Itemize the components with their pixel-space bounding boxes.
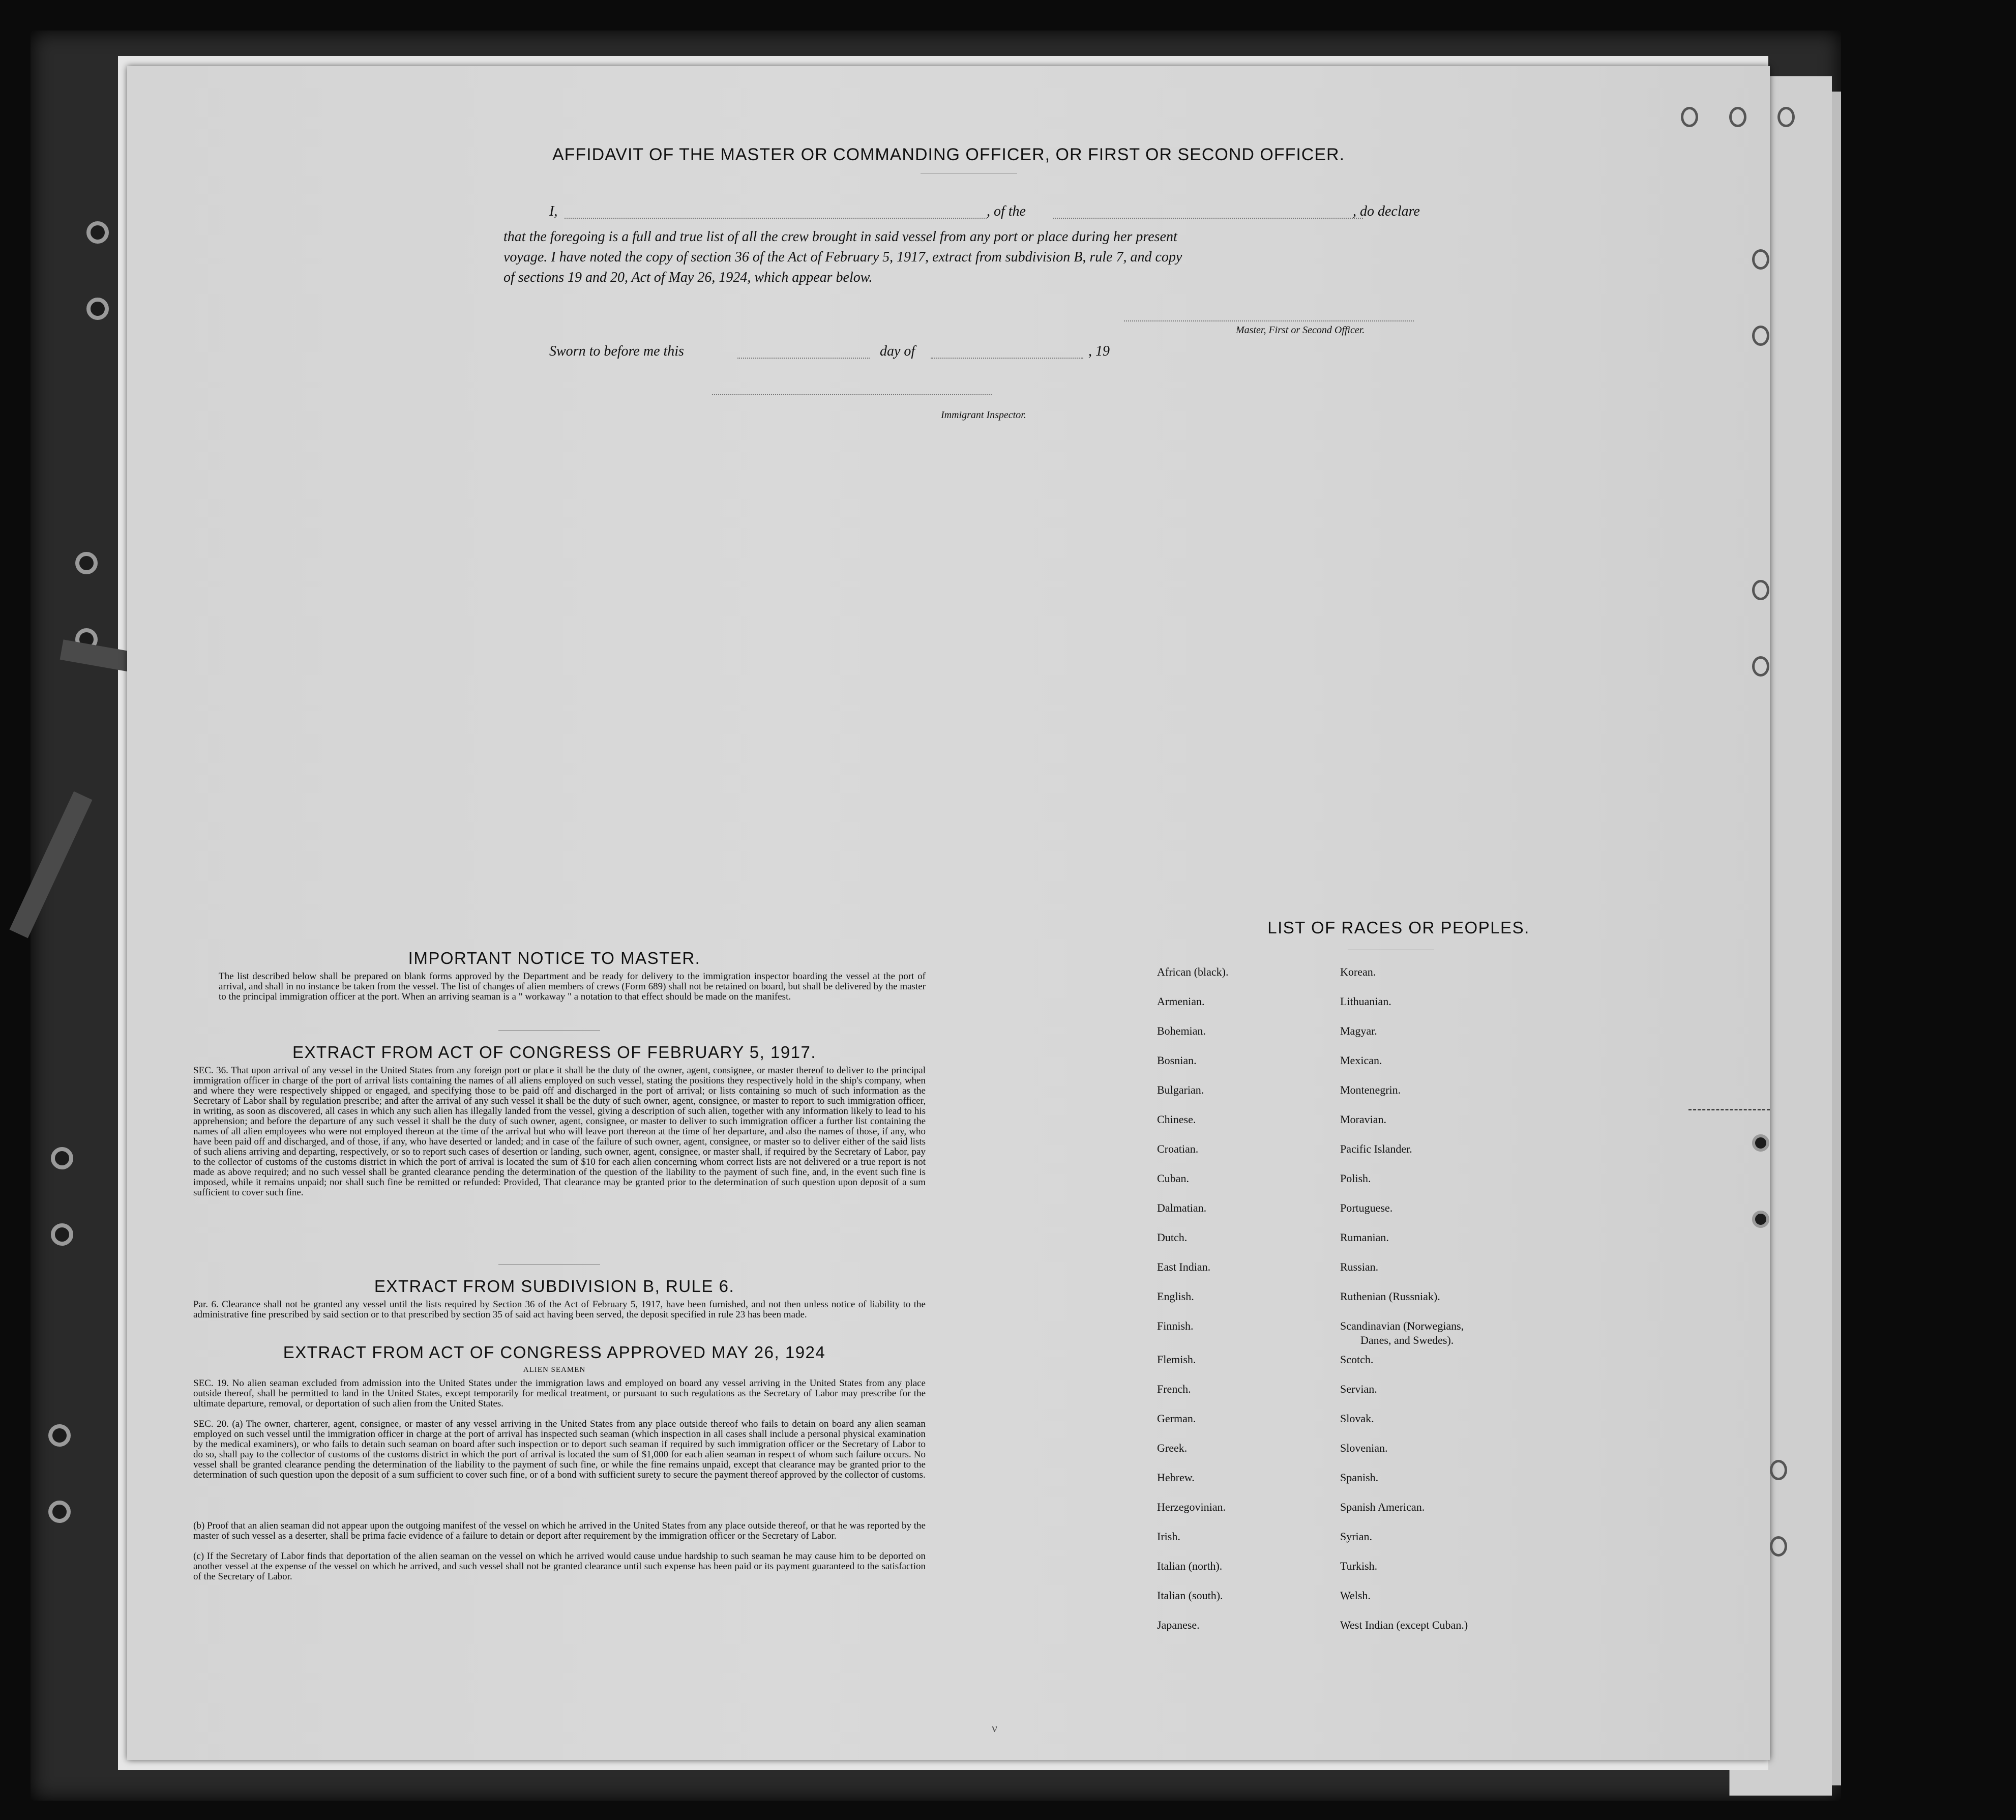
- race-item: West Indian (except Cuban.): [1340, 1619, 1468, 1631]
- punch-hole: [1752, 1211, 1769, 1228]
- document-page: [127, 66, 1770, 1760]
- race-item: Servian.: [1340, 1383, 1377, 1395]
- extract-1917-body: SEC. 36. That upon arrival of any vessel in the United States from any foreign port or place it shall be the duty of the owner, agent, consignee, or master thereof to deliver to the principal immigration officer in charge of the port of arrival lists containing the names of all aliens employed on such vessel, stating the positions they respectively hold in the ship's company, when and where they were respectively shipped or engaged, and specifying those to be paid off and discharged in the port of arrival; or lists containing so much of such information as the Secretary of Labor shall by regulation prescribe; and after the arrival of any such vessel it shall be the duty of such owner, agent, consignee, or master to report to such immigration officer, in writing, as soon as discovered, all cases in which any such alien has illegally landed from the vessel, giving a description of such alien, together with any information likely to lead to his apprehension; and before the departure of any such vessel it shall be the duty of such owner, agent, consignee, or master to deliver to such immigration officer a further list containing the names of all alien employees who were not employed thereon at the time of the arrival but who will leave port thereon at the time of her departure, and also the names of those, if any, who have been paid off and discharged, and of those, if any, who have deserted or landed; and in case of the failure of such owner, agent, consignee, or master so to deliver either of the said lists of such aliens arriving and departing, respectively, or so to report such cases of desertion or landing, such owner, agent, consignee, or master shall, if required by the Secretary of Labor, pay to the collector of customs of the customs district in which the port of arrival is located the sum of $10 for each alien concerning whom correct lists are not delivered or a true report is not made as above required; and no such vessel shall be granted clearance pending the determination of the question of the liability to the payment of such fine, and, in the event such fine is imposed, while it remains unpaid; nor shall such fine be remitted or refunded: Provided, That clearance may be granted prior to the determination of such question upon deposit of a sum sufficient to cover such fine.: [193, 1065, 926, 1198]
- fold-line: [1688, 1109, 1770, 1110]
- binder-hole: [51, 1147, 73, 1169]
- race-item: Flemish.: [1157, 1353, 1196, 1366]
- race-item: Armenian.: [1157, 995, 1205, 1008]
- punch-hole: [1770, 1460, 1787, 1480]
- inspector-signature-line: [712, 394, 992, 395]
- race-item: Bohemian.: [1157, 1024, 1206, 1037]
- race-item: Herzegovinian.: [1157, 1501, 1226, 1513]
- race-item: Mexican.: [1340, 1054, 1382, 1067]
- name-line: [565, 218, 987, 219]
- race-item: Dalmatian.: [1157, 1201, 1207, 1214]
- races-title: LIST OF RACES OR PEOPLES.: [1267, 918, 1530, 937]
- race-item: Croatian.: [1157, 1142, 1199, 1155]
- race-item: Bosnian.: [1157, 1054, 1197, 1067]
- race-item: Polish.: [1340, 1172, 1371, 1185]
- race-item: Greek.: [1157, 1442, 1188, 1454]
- binder-hole: [75, 552, 98, 574]
- race-item: Welsh.: [1340, 1589, 1371, 1602]
- punch-hole: [1729, 107, 1746, 127]
- master-signature-line: [1124, 320, 1414, 321]
- binder-hole: [86, 221, 109, 244]
- punch-hole: [1777, 107, 1795, 127]
- race-item: Spanish.: [1340, 1471, 1379, 1484]
- race-item: Magyar.: [1340, 1024, 1377, 1037]
- race-item: Spanish American.: [1340, 1501, 1425, 1513]
- race-item: Japanese.: [1157, 1619, 1200, 1631]
- sec-20c-body: (c) If the Secretary of Labor finds that deportation of the alien seaman on the vessel on which he arrived would cause undue hardship to such seaman he may cause him to be deported on another vessel at the expense of the vessel on which he arrived, and such vessel shall not be granted clearance until such expense has been paid or its payment guaranteed to the satisfaction of the Secretary of Labor.: [193, 1551, 926, 1582]
- race-item: Hebrew.: [1157, 1471, 1195, 1484]
- vessel-line: [1053, 218, 1363, 219]
- extract-1917-title: EXTRACT FROM ACT OF CONGRESS OF FEBRUARY 5, 1917.: [292, 1043, 817, 1062]
- punch-hole: [1681, 107, 1698, 127]
- race-item: Korean.: [1340, 965, 1376, 978]
- sec-19-body: SEC. 19. No alien seaman excluded from admission into the United States under the immigration laws and employed on board any vessel arriving in the United States from any place outside thereof, shall be permitted to land in the United States, except temporarily for medical treatment, or pursuant to such regulations as the Secretary of Labor may prescribe for the ultimate departure, removal, or deportation of such alien from the United States.: [193, 1378, 926, 1409]
- race-item-continued: Danes, and Swedes).: [1360, 1334, 1454, 1346]
- divider: [498, 1264, 600, 1265]
- affidavit-line-3: voyage. I have noted the copy of section 36 of the Act of February 5, 1917, extract from subdivision B, rule 7, and copy: [503, 249, 1182, 265]
- affidavit-title: AFFIDAVIT OF THE MASTER OR COMMANDING OFFICER, OR FIRST OR SECOND OFFICER.: [552, 145, 1345, 164]
- race-item: Chinese.: [1157, 1113, 1196, 1126]
- punch-hole: [1752, 1134, 1769, 1152]
- race-item: African (black).: [1157, 965, 1229, 978]
- race-item: Montenegrin.: [1340, 1083, 1401, 1096]
- race-item: Dutch.: [1157, 1231, 1188, 1244]
- race-item: Rumanian.: [1340, 1231, 1389, 1244]
- race-item: Bulgarian.: [1157, 1083, 1204, 1096]
- race-item: Lithuanian.: [1340, 995, 1391, 1008]
- race-item: East Indian.: [1157, 1260, 1211, 1273]
- binder-hole: [86, 298, 109, 320]
- race-item: Syrian.: [1340, 1530, 1372, 1543]
- race-item: Italian (north).: [1157, 1560, 1223, 1572]
- race-item: Italian (south).: [1157, 1589, 1223, 1602]
- master-signature-label: Master, First or Second Officer.: [1236, 325, 1365, 336]
- race-item: Turkish.: [1340, 1560, 1378, 1572]
- race-item: Russian.: [1340, 1260, 1379, 1273]
- binder-hole: [48, 1424, 71, 1447]
- subdivision-title: EXTRACT FROM SUBDIVISION B, RULE 6.: [374, 1277, 735, 1296]
- race-item: Scandinavian (Norwegians,: [1340, 1319, 1464, 1332]
- punch-hole: [1752, 249, 1769, 270]
- binder-hole: [51, 1223, 73, 1246]
- race-item: Scotch.: [1340, 1353, 1374, 1366]
- affidavit-declare: , do declare: [1353, 203, 1420, 219]
- race-item: Slovenian.: [1340, 1442, 1388, 1454]
- punch-hole: [1752, 580, 1769, 600]
- margin-mark: ν: [992, 1722, 997, 1735]
- inspector-label: Immigrant Inspector.: [941, 409, 1026, 421]
- sworn-label: Sworn to before me this: [549, 343, 684, 359]
- sworn-month-line: [931, 358, 1083, 359]
- affidavit-i: I,: [549, 203, 558, 219]
- race-item: Moravian.: [1340, 1113, 1387, 1126]
- race-item: Ruthenian (Russniak).: [1340, 1290, 1440, 1303]
- subdivision-body: Par. 6. Clearance shall not be granted any vessel until the lists required by Section 36 of the Act of February 5, 1917, have been furnished, and not then unless notice of liability to the administrative fine prescribed by said section or to that prescribed by section 35 of said act having been served, the deposit specified in rule 23 has been made.: [193, 1299, 926, 1320]
- day-of-label: day of: [880, 343, 915, 359]
- binder-hole: [48, 1501, 71, 1523]
- extract-1924-title: EXTRACT FROM ACT OF CONGRESS APPROVED MAY 26, 1924: [283, 1343, 826, 1362]
- notice-title: IMPORTANT NOTICE TO MASTER.: [408, 949, 701, 967]
- sec-20b-body: (b) Proof that an alien seaman did not appear upon the outgoing manifest of the vessel on which he arrived in the United States from any place outside thereof, or that he was reported by the master of such vessel as a deserter, shall be prima facie evidence of a failure to detain or deport after requirement by the immigration officer or the Secretary of Labor.: [193, 1520, 926, 1541]
- race-item: French.: [1157, 1383, 1191, 1395]
- race-item: Irish.: [1157, 1530, 1180, 1543]
- race-item: Pacific Islander.: [1340, 1142, 1412, 1155]
- sworn-day-line: [737, 358, 870, 359]
- punch-hole: [1752, 656, 1769, 677]
- race-item: Portuguese.: [1340, 1201, 1393, 1214]
- affidavit-line-2: that the foregoing is a full and true list of all the crew brought in said vessel from any port or place during her present: [503, 229, 1177, 245]
- race-item: English.: [1157, 1290, 1194, 1303]
- race-item: German.: [1157, 1412, 1196, 1425]
- race-item: Slovak.: [1340, 1412, 1374, 1425]
- punch-hole: [1770, 1536, 1787, 1557]
- divider: [498, 1030, 600, 1031]
- year-label: , 19: [1088, 343, 1110, 359]
- punch-hole: [1752, 326, 1769, 346]
- notice-body: The list described below shall be prepared on blank forms approved by the Department and be ready for delivery to the immigration inspector boarding the vessel at the port of arrival, and shall in no instance be taken from the vessel. The list of changes of alien members of crews (Form 689) shall not be retained on board, but shall be delivered by the master to the principal immigration officer at the port. When an arriving seaman is a " workaway " a notation to that effect should be made on the manifest.: [219, 971, 926, 1002]
- affidavit-of-the: , of the: [987, 203, 1026, 219]
- race-item: Cuban.: [1157, 1172, 1189, 1185]
- race-item: Finnish.: [1157, 1319, 1194, 1332]
- sec-20a-body: SEC. 20. (a) The owner, charterer, agent, consignee, or master of any vessel arriving in the United States from any place outside thereof who fails to detain on board any alien seaman employed on such vessel until the immigration officer in charge at the port of arrival has inspected such seaman (which inspection in all cases shall include a personal physical examination by the medical examiners), or who fails to detain such seaman on board after such inspection or to deport such seaman if required by such immigration officer or the Secretary of Labor to do so, shall pay to the collector of customs of the customs district in which the port of arrival is located the sum of $1,000 for each alien seaman in respect of whom such failure occurs. No vessel shall be granted clearance pending the determination of the liability to the payment of such fine, or while the fine remains unpaid, except that clearance may be granted prior to the determination of such question upon the deposit of a sum sufficient to cover such fine, or of a bond with sufficient surety to secure the payment thereof approved by the collector of customs.: [193, 1419, 926, 1480]
- alien-seamen-subtitle: ALIEN SEAMEN: [523, 1366, 586, 1374]
- affidavit-line-4: of sections 19 and 20, Act of May 26, 1924, which appear below.: [503, 270, 873, 285]
